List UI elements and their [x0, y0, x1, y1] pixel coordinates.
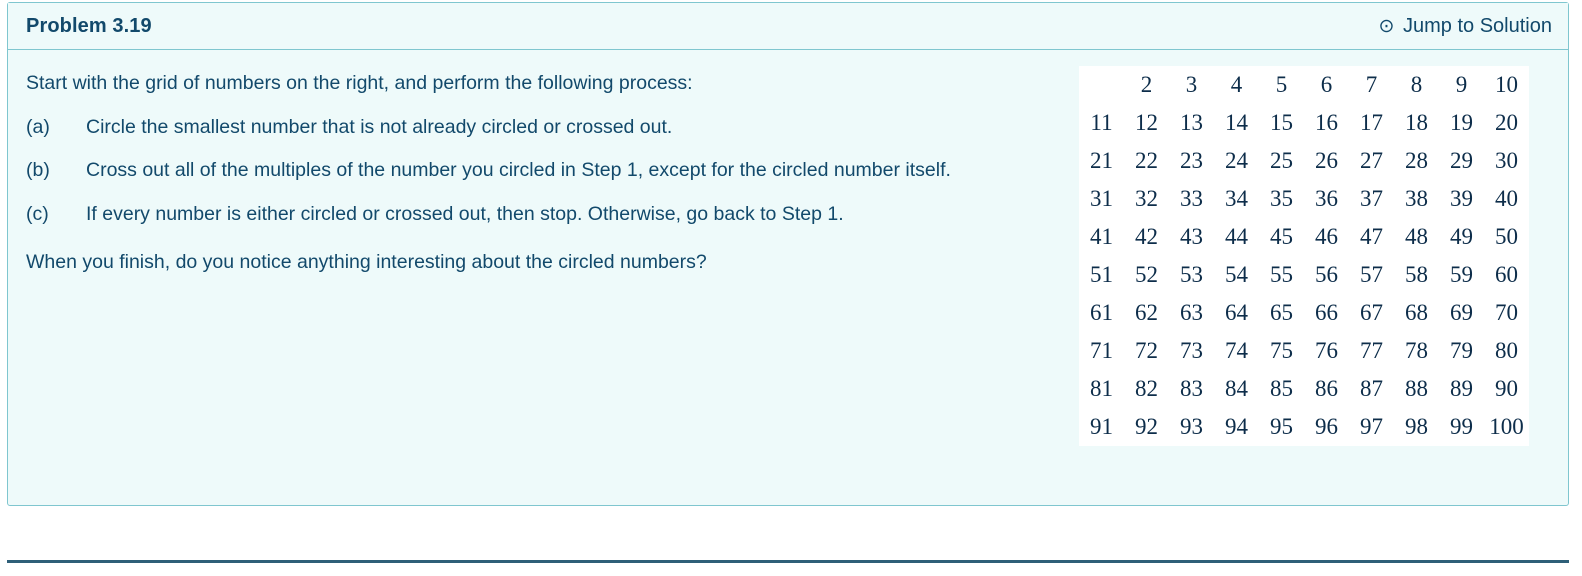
number-grid-cell: 64	[1225, 300, 1248, 325]
number-grid-cell: 66	[1315, 300, 1338, 325]
number-grid-cell: 49	[1450, 224, 1473, 249]
number-grid-cell: 19	[1450, 110, 1473, 135]
step-text-a: Circle the smallest number that is not already circled or crossed out.	[86, 115, 673, 138]
number-grid-row	[1079, 142, 1529, 180]
number-grid-cell: 89	[1450, 376, 1473, 401]
jump-down-icon: ⊙	[1378, 16, 1395, 37]
page-title: Problem 3.19	[26, 15, 152, 37]
number-grid-cell: 77	[1360, 338, 1383, 363]
number-grid-cell: 21	[1090, 148, 1113, 173]
number-grid-cell: 91	[1090, 414, 1113, 439]
number-grid-row	[1079, 180, 1529, 218]
number-grid-cell: 83	[1180, 376, 1203, 401]
number-grid-cell: 53	[1180, 262, 1203, 287]
number-grid-cell: 44	[1225, 224, 1248, 249]
number-grid-cell: 38	[1405, 186, 1428, 211]
number-grid-cell: 60	[1495, 262, 1518, 287]
number-grid-cell: 99	[1450, 414, 1473, 439]
step-label-b: (b)	[26, 159, 50, 182]
number-grid-cell: 34	[1225, 186, 1248, 211]
number-grid-cell: 80	[1495, 338, 1518, 363]
number-grid-row	[1079, 256, 1529, 294]
number-grid-cell: 16	[1315, 110, 1338, 135]
number-grid-cell: 71	[1090, 338, 1113, 363]
number-grid-cell: 31	[1090, 186, 1113, 211]
number-grid	[1079, 66, 1529, 446]
number-grid-cell: 70	[1495, 300, 1518, 325]
jump-to-solution-link[interactable]	[1377, 15, 1552, 38]
problem-step-a	[26, 114, 1071, 142]
number-grid-cell: 93	[1180, 414, 1203, 439]
number-grid-cell: 13	[1180, 110, 1203, 135]
number-grid-cell: 73	[1180, 338, 1203, 363]
problem-step-b	[26, 157, 1071, 185]
number-grid-cell: 30	[1495, 148, 1518, 173]
step-label-a: (a)	[26, 115, 50, 138]
number-grid-row	[1079, 104, 1529, 142]
number-grid-cell: 18	[1405, 110, 1428, 135]
number-grid-container	[1079, 66, 1529, 446]
number-grid-cell: 46	[1315, 224, 1338, 249]
number-grid-cell: 4	[1230, 72, 1243, 97]
number-grid-cell: 45	[1270, 224, 1293, 249]
number-grid-cell: 96	[1315, 414, 1338, 439]
number-grid-cell: 65	[1270, 300, 1293, 325]
number-grid-cell: 7	[1365, 72, 1378, 97]
problem-header	[8, 3, 1568, 50]
number-grid-cell: 41	[1090, 224, 1113, 249]
number-grid-cell: 81	[1090, 376, 1113, 401]
number-grid-row	[1079, 66, 1529, 104]
number-grid-cell: 52	[1135, 262, 1158, 287]
number-grid-cell: 28	[1405, 148, 1428, 173]
number-grid-cell: 35	[1270, 186, 1293, 211]
number-grid-row	[1079, 294, 1529, 332]
number-grid-cell: 26	[1315, 148, 1338, 173]
number-grid-cell: 58	[1405, 262, 1428, 287]
number-grid-cell: 12	[1135, 110, 1158, 135]
number-grid-cell: 36	[1315, 186, 1338, 211]
number-grid-row	[1079, 332, 1529, 370]
number-grid-body	[1079, 66, 1529, 446]
number-grid-cell: 6	[1320, 72, 1333, 97]
number-grid-cell: 20	[1495, 110, 1518, 135]
step-text-c: If every number is either circled or crossed out, then stop. Otherwise, go back to Step 1.	[86, 203, 844, 226]
number-grid-cell: 56	[1315, 262, 1338, 287]
problem-intro-text: Start with the grid of numbers on the right, and perform the following process:	[26, 72, 693, 94]
number-grid-cell: 23	[1180, 148, 1203, 173]
number-grid-cell: 63	[1180, 300, 1203, 325]
number-grid-cell: 11	[1090, 110, 1113, 135]
number-grid-cell: 98	[1405, 414, 1428, 439]
number-grid-cell: 14	[1225, 110, 1248, 135]
number-grid-cell: 82	[1135, 376, 1158, 401]
number-grid-cell: 37	[1360, 186, 1383, 211]
number-grid-cell: 9	[1455, 72, 1468, 97]
number-grid-cell: 95	[1270, 414, 1293, 439]
step-label-c: (c)	[26, 203, 49, 226]
number-grid-cell: 94	[1225, 414, 1248, 439]
number-grid-cell: 24	[1225, 148, 1248, 173]
number-grid-cell: 87	[1360, 376, 1383, 401]
number-grid-cell: 43	[1180, 224, 1203, 249]
bottom-divider	[7, 560, 1569, 563]
number-grid-cell: 48	[1405, 224, 1428, 249]
number-grid-cell: 97	[1360, 414, 1383, 439]
number-grid-cell: 69	[1450, 300, 1473, 325]
jump-to-solution-label: Jump to Solution	[1403, 15, 1552, 37]
number-grid-cell: 22	[1135, 148, 1158, 173]
number-grid-cell: 100	[1489, 414, 1524, 439]
number-grid-cell: 8	[1410, 72, 1423, 97]
number-grid-cell: 75	[1270, 338, 1293, 363]
number-grid-cell: 59	[1450, 262, 1473, 287]
number-grid-cell: 47	[1360, 224, 1383, 249]
number-grid-cell: 51	[1090, 262, 1113, 287]
number-grid-cell: 90	[1495, 376, 1518, 401]
number-grid-cell: 61	[1090, 300, 1113, 325]
number-grid-cell: 42	[1135, 224, 1158, 249]
number-grid-cell-empty	[1079, 66, 1124, 104]
number-grid-cell: 68	[1405, 300, 1428, 325]
number-grid-cell: 3	[1185, 72, 1198, 97]
number-grid-cell: 74	[1225, 338, 1248, 363]
number-grid-cell: 5	[1275, 72, 1288, 97]
number-grid-cell: 72	[1135, 338, 1158, 363]
problem-panel	[7, 2, 1569, 506]
number-grid-cell: 55	[1270, 262, 1293, 287]
number-grid-cell: 15	[1270, 110, 1293, 135]
number-grid-cell: 2	[1140, 72, 1153, 97]
number-grid-cell: 50	[1495, 224, 1518, 249]
number-grid-cell: 40	[1495, 186, 1518, 211]
number-grid-cell: 25	[1270, 148, 1293, 173]
number-grid-cell: 79	[1450, 338, 1473, 363]
number-grid-cell: 57	[1360, 262, 1383, 287]
problem-closing-text: When you finish, do you notice anything interesting about the circled numbers?	[26, 250, 707, 273]
number-grid-cell: 86	[1315, 376, 1338, 401]
number-grid-row	[1079, 408, 1529, 446]
number-grid-row	[1079, 218, 1529, 256]
number-grid-cell: 85	[1270, 376, 1293, 401]
number-grid-cell: 32	[1135, 186, 1158, 211]
number-grid-cell: 78	[1405, 338, 1428, 363]
number-grid-row	[1079, 370, 1529, 408]
number-grid-cell: 10	[1495, 72, 1518, 97]
number-grid-cell: 54	[1225, 262, 1248, 287]
number-grid-cell: 76	[1315, 338, 1338, 363]
number-grid-cell: 29	[1450, 148, 1473, 173]
number-grid-cell: 27	[1360, 148, 1383, 173]
step-text-b: Cross out all of the multiples of the number you circled in Step 1, except for the circled number itself.	[86, 159, 951, 182]
number-grid-cell: 67	[1360, 300, 1383, 325]
number-grid-cell: 92	[1135, 414, 1158, 439]
problem-step-c	[26, 201, 1071, 229]
number-grid-cell: 84	[1225, 376, 1248, 401]
number-grid-cell: 39	[1450, 186, 1473, 211]
problem-text-column	[26, 66, 1071, 296]
number-grid-cell: 88	[1405, 376, 1428, 401]
problem-body	[8, 50, 1568, 505]
number-grid-cell: 62	[1135, 300, 1158, 325]
number-grid-cell: 33	[1180, 186, 1203, 211]
number-grid-cell: 17	[1360, 110, 1383, 135]
